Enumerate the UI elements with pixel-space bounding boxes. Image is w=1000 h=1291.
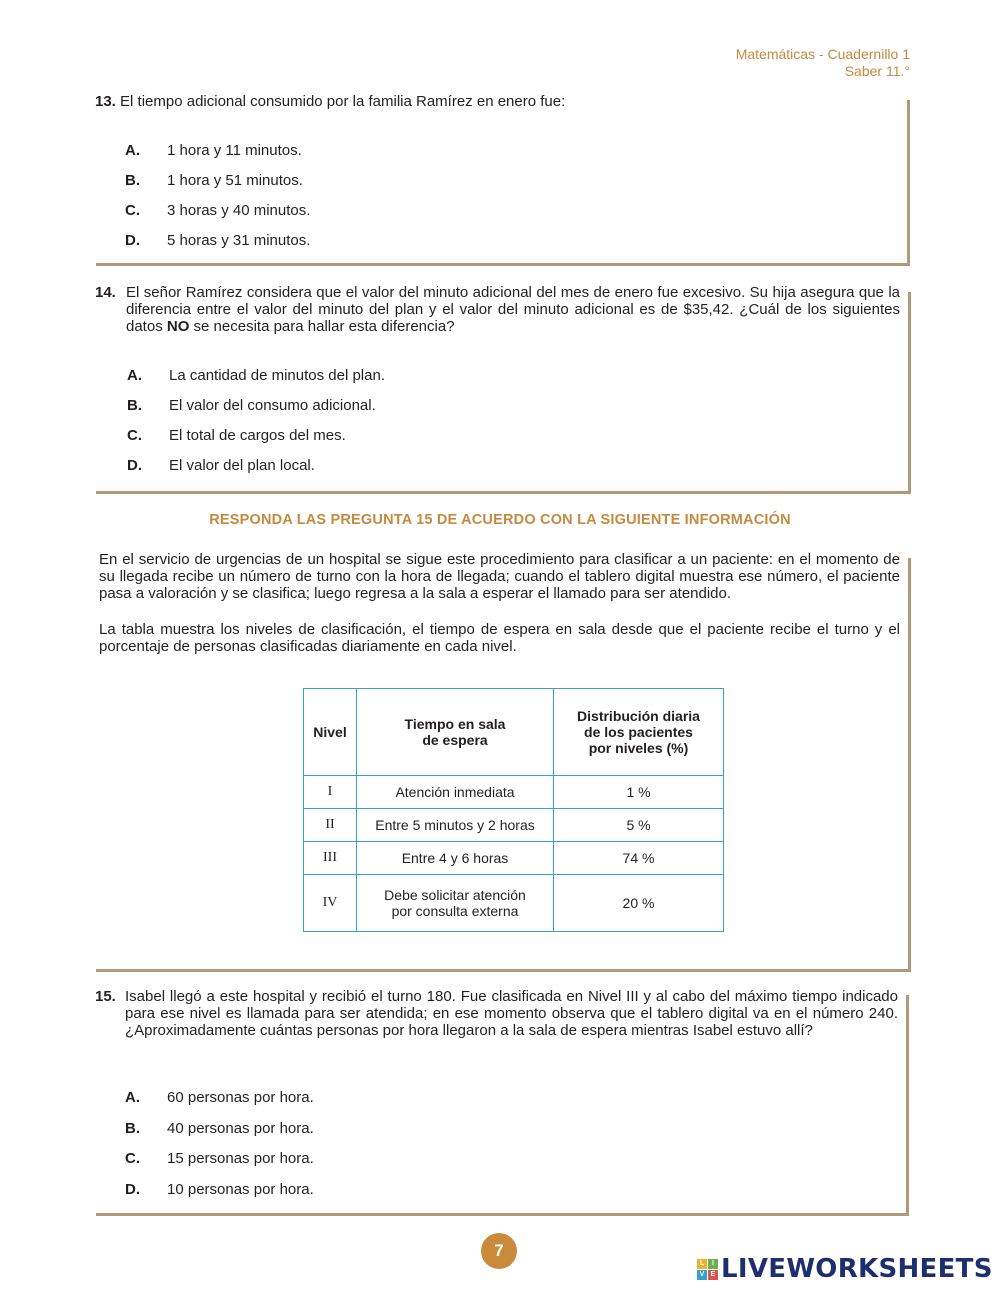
cell-nivel: IV xyxy=(304,875,357,932)
table-row xyxy=(304,809,724,842)
option-a[interactable]: A. La cantidad de minutos del plan. xyxy=(127,367,385,384)
table-row xyxy=(304,875,724,932)
cell-nivel: I xyxy=(304,776,357,809)
question-text-bold: NO xyxy=(166,318,190,335)
cell-distribucion: 74 % xyxy=(554,842,724,875)
question-15 xyxy=(95,988,898,1039)
question-text-b: se necesita para hallar esta diferencia? xyxy=(189,318,455,335)
table-header-row xyxy=(304,689,724,776)
header-distribucion: Distribución diaria de los pacientes por niveles (%) xyxy=(554,689,724,776)
table-row xyxy=(304,842,724,875)
option-d[interactable]: D. 5 horas y 31 minutos. xyxy=(125,232,311,249)
logo-grid-icon: L I V E xyxy=(697,1259,718,1280)
question-number: 14. xyxy=(95,284,116,301)
header-level: Saber 11.° xyxy=(844,63,910,79)
liveworksheets-logo[interactable] xyxy=(697,1254,993,1284)
cell-tiempo: Entre 5 minutos y 2 horas xyxy=(357,809,554,842)
option-a[interactable]: A. 60 personas por hora. xyxy=(125,1089,314,1106)
page-header xyxy=(736,46,910,80)
header-tiempo: Tiempo en sala de espera xyxy=(357,689,554,776)
cell-nivel: III xyxy=(304,842,357,875)
page-number-badge: 7 xyxy=(481,1233,517,1269)
logo-text: LIVEWORKSHEETS xyxy=(721,1254,993,1284)
question-text: El tiempo adicional consumido por la familia Ramírez en enero fue: xyxy=(120,93,566,110)
option-c[interactable]: C. 3 horas y 40 minutos. xyxy=(125,202,311,219)
option-c[interactable]: C. El total de cargos del mes. xyxy=(127,427,346,444)
option-b[interactable]: B. El valor del consumo adicional. xyxy=(127,397,376,414)
question-number: 13. xyxy=(95,93,116,110)
question-13 xyxy=(95,93,895,110)
header-nivel: Nivel xyxy=(304,689,357,776)
option-b[interactable]: B. 1 hora y 51 minutos. xyxy=(125,172,303,189)
table-row xyxy=(304,776,724,809)
option-a[interactable]: A. 1 hora y 11 minutos. xyxy=(125,142,302,159)
cell-nivel: II xyxy=(304,809,357,842)
header-subject: Matemáticas - Cuadernillo 1 xyxy=(735,46,910,62)
question-text-a: El señor Ramírez considera que el valor del minuto adicional del mes de enero fue excesivo. Su hija asegura que la diferencia entre el valor del minuto del plan y el valor del minuto adicional es de $35,42. ¿Cuál de los siguientes datos xyxy=(126,284,900,335)
cell-tiempo: Atención inmediata xyxy=(357,776,554,809)
cell-tiempo: Debe solicitar atención por consulta externa xyxy=(357,875,554,932)
cell-distribucion: 1 % xyxy=(554,776,724,809)
question-number: 15. xyxy=(95,988,116,1005)
info-paragraph-1: En el servicio de urgencias de un hospital se sigue este procedimiento para clasificar a un paciente: en el momento de su llegada recibe un número de turno con la hora de llegada; cuando el tablero digital muestra ese número, el paciente pasa a valoración y se clasifica; luego regresa a la sala a esperar el llamado para ser atendido. xyxy=(99,551,900,602)
option-d[interactable]: D. 10 personas por hora. xyxy=(125,1181,314,1198)
option-c[interactable]: C. 15 personas por hora. xyxy=(125,1150,314,1167)
info-paragraph-2: La tabla muestra los niveles de clasificación, el tiempo de espera en sala desde que el paciente recibe el turno y el porcentaje de personas clasificadas diariamente en cada nivel. xyxy=(99,621,900,655)
question-text: Isabel llegó a este hospital y recibió el turno 180. Fue clasificada en Nivel III y al cabo del máximo tiempo indicado para ese nivel es llamada para ser atendida; en ese momento observa que el tablero digital va en el número 240. ¿Aproximadamente cuántas personas por hora llegaron a la sala de espera mientras Isabel estuvo allí? xyxy=(125,988,898,1039)
cell-distribucion: 5 % xyxy=(554,809,724,842)
question-14 xyxy=(95,284,900,335)
cell-distribucion: 20 % xyxy=(554,875,724,932)
section-title: RESPONDA LAS PREGUNTA 15 DE ACUERDO CON LA SIGUIENTE INFORMACIÓN xyxy=(209,512,791,528)
option-d[interactable]: D. El valor del plan local. xyxy=(127,457,315,474)
option-b[interactable]: B. 40 personas por hora. xyxy=(125,1120,314,1137)
levels-table xyxy=(303,688,724,932)
cell-tiempo: Entre 4 y 6 horas xyxy=(357,842,554,875)
